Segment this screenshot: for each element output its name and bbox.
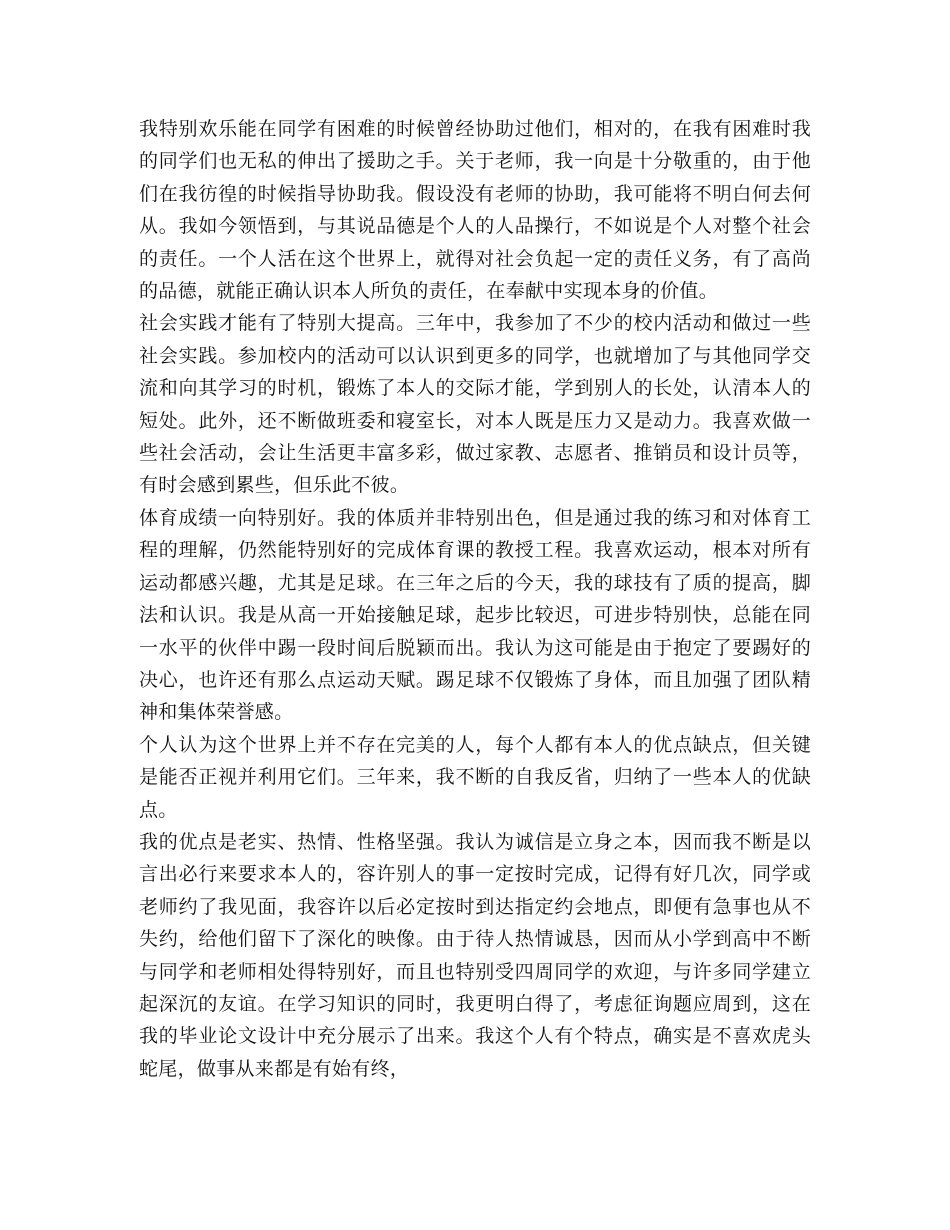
document-body: [139, 113, 811, 1085]
paragraph-strengths: 我的优点是老实、热情、性格坚强。我认为诚信是立身之本，因而我不断是以言出必行来要求本人的，容许别人的事一定按时完成，记得有好几次，同学或老师约了我见面，我容许以后必定按时到达指定约会地点，即便有急事也从不失约，给他们留下了深化的映像。由于待人热情诚恳，因而从小学到高中不断与同学和老师相处得特别好，而且也特别受四周同学的欢迎，与许多同学建立起深沉的友谊。在学习知识的同时，我更明白得了，考虑征询题应周到，这在我的毕业论文设计中充分展示了出来。我这个人有个特点，确实是不喜欢虎头蛇尾，做事从来都是有始有终，: [139, 830, 811, 1080]
paragraph-gratitude: 我特别欢乐能在同学有困难的时候曾经协助过他们，相对的，在我有困难时我的同学们也无私的伸出了援助之手。关于老师，我一向是十分敬重的，由于他们在我彷徨的时候指导协助我。假设没有老师的协助，我可能将不明白何去何从。我如今领悟到，与其说品德是个人的人品操行，不如说是个人对整个社会的责任。一个人活在这个世界上，就得对社会负起一定的责任义务，有了高尚的品德，就能正确认识本人所负的责任，在奉献中实现本身的价值。: [139, 118, 811, 303]
paragraph-self-reflection: 个人认为这个世界上并不存在完美的人，每个人都有本人的优点缺点，但关键是能否正视并利用它们。三年来，我不断的自我反省，归纳了一些本人的优缺点。: [139, 733, 811, 821]
paragraph-sports: 体育成绩一向特别好。我的体质并非特别出色，但是通过我的练习和对体育工程的理解，仍然能特别好的完成体育课的教授工程。我喜欢运动，根本对所有运动都感兴趣，尤其是足球。在三年之后的今天，我的球技有了质的提高，脚法和认识。我是从高一开始接触足球，起步比较迟，可进步特别快，总能在同一水平的伙伴中踢一段时间后脱颖而出。我认为这可能是由于抱定了要踢好的决心，也许还有那么点运动天赋。踢足球不仅锻炼了身体，而且加强了团队精神和集体荣誉感。: [139, 506, 811, 724]
paragraph-social-practice: 社会实践才能有了特别大提高。三年中，我参加了不少的校内活动和做过一些社会实践。参加校内的活动可以认识到更多的同学，也就增加了与其他同学交流和向其学习的时机，锻炼了本人的交际才能，学到别人的长处，认清本人的短处。此外，还不断做班委和寝室长，对本人既是压力又是动力。我喜欢做一些社会活动，会让生活更丰富多彩，做过家教、志愿者、推销员和设计员等，有时会感到累些，但乐此不彼。: [139, 312, 811, 497]
